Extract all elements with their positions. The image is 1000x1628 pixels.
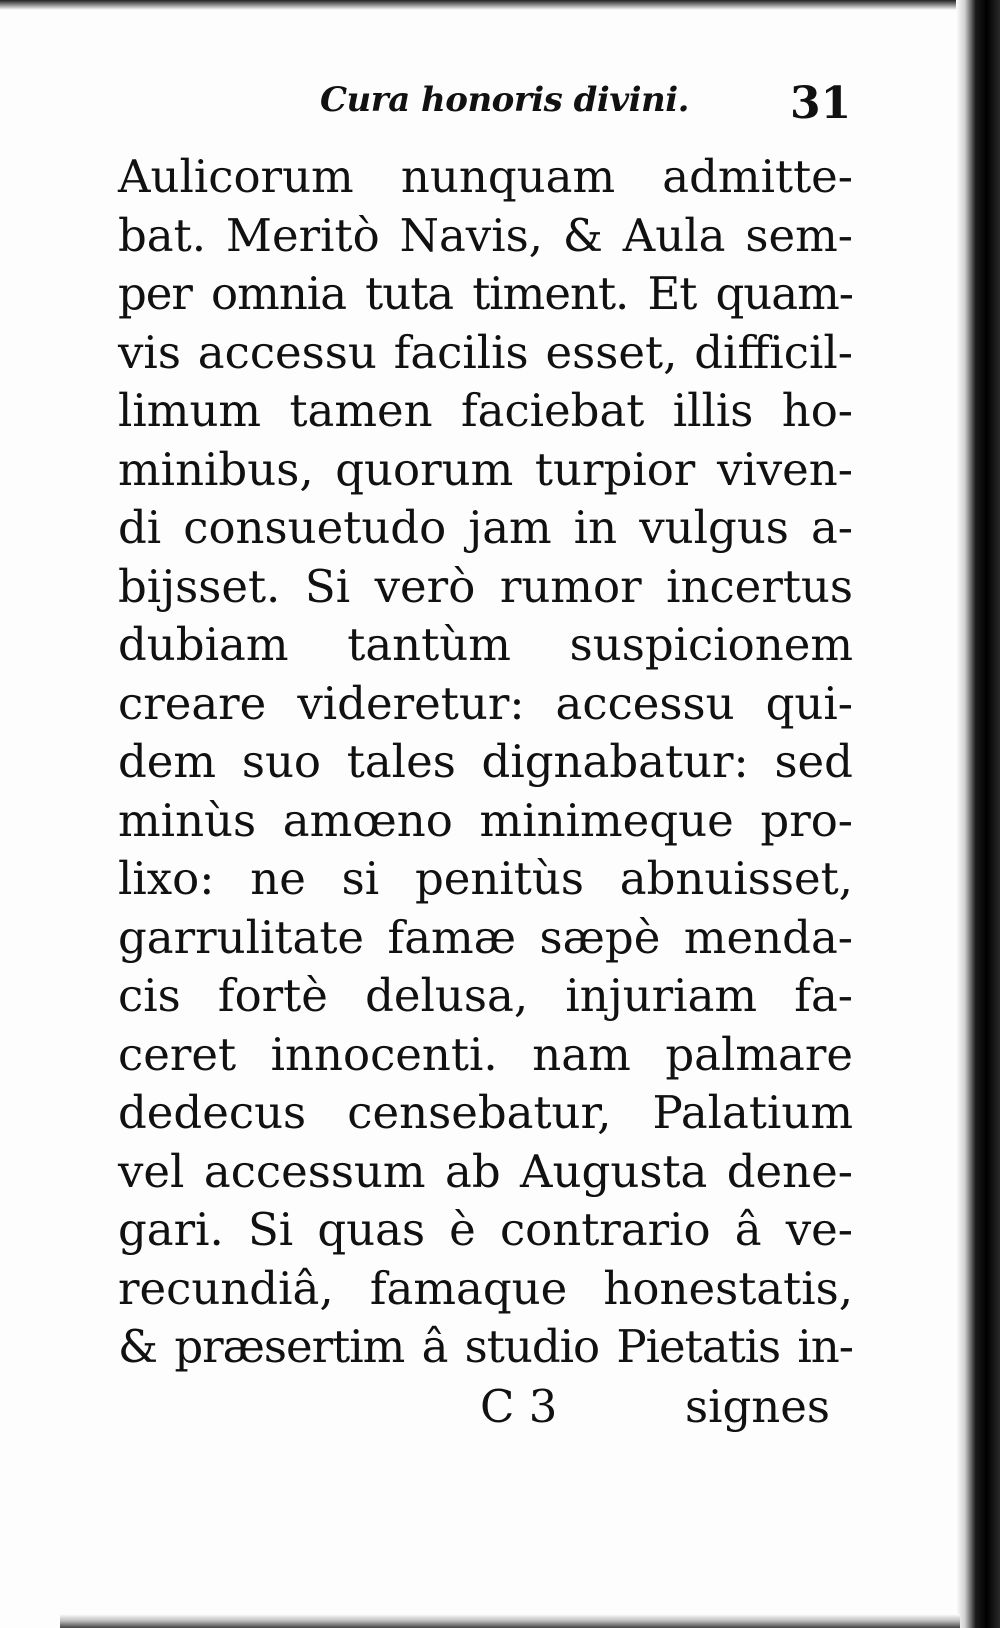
scan-edge-bottom — [60, 1614, 960, 1628]
catchword: signes — [685, 1380, 830, 1433]
text-line: dedecus censebatur, Palatium — [118, 1086, 853, 1139]
text-line: ceret innocenti. nam palmare — [118, 1027, 853, 1081]
text-line: gari. Si quas è contrario â ve- — [118, 1203, 853, 1256]
page-number: 31 — [790, 78, 852, 129]
text-line: limum tamen faciebat illis ho- — [118, 384, 853, 437]
body-text — [118, 148, 853, 1377]
text-line: & præsertim â studio Pietatis in- — [118, 1320, 853, 1373]
text-line: cis fortè delusa, injuriam fa- — [118, 969, 853, 1022]
text-line: per omnia tuta timent. Et quam- — [118, 267, 853, 320]
text-line: dubiam tantùm suspicionem — [118, 618, 853, 671]
text-line: garrulitate famæ sæpè menda- — [118, 910, 853, 964]
text-line: vel accessum ab Augusta dene- — [118, 1144, 853, 1198]
text-line: minùs amœno minimeque pro- — [118, 793, 853, 847]
text-line: di consuetudo jam in vulgus a- — [118, 501, 853, 554]
text-line: Aulicorum nunquam admitte- — [118, 150, 853, 203]
text-line: bat. Meritò Navis, & Aula sem- — [118, 208, 853, 262]
text-line: vis accessu facilis esset, difficil- — [118, 325, 853, 379]
text-line: lixo: ne si penitùs abnuisset, — [118, 852, 853, 905]
text-line: minibus, quorum turpior viven- — [118, 442, 853, 496]
text-line: dem suo tales dignabatur: sed — [118, 735, 853, 788]
scan-edge-right — [956, 0, 1000, 1628]
scan-edge-top — [0, 0, 1000, 10]
signature-mark: C 3 — [480, 1380, 558, 1433]
text-line: creare videretur: accessu qui- — [118, 676, 853, 730]
running-title: Cura honoris divini. — [320, 80, 689, 120]
text-line: bijsset. Si verò rumor incertus — [118, 559, 853, 613]
text-line: recundiâ, famaque honestatis, — [118, 1261, 853, 1315]
